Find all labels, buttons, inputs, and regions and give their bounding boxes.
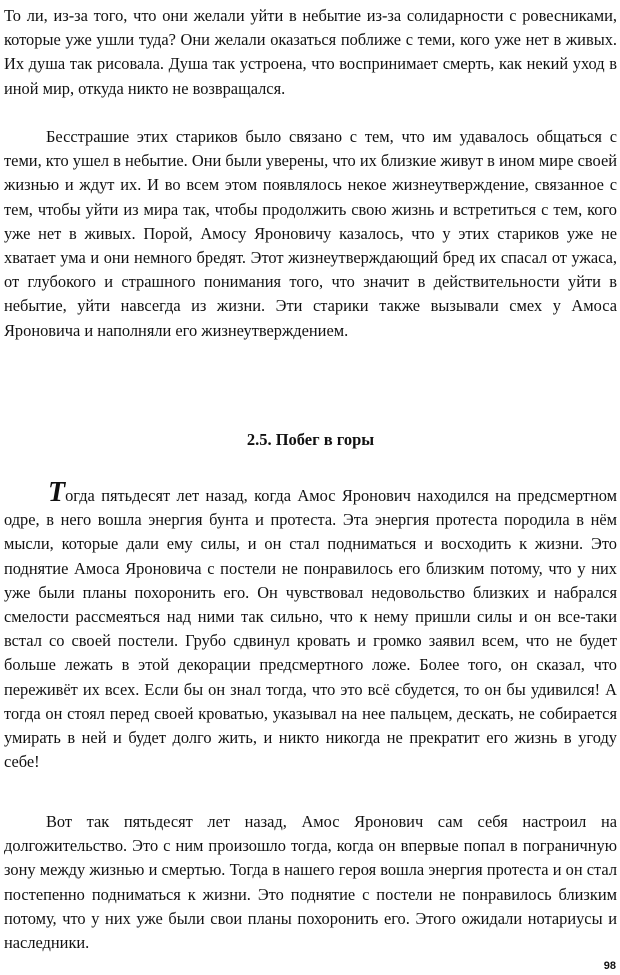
paragraph-escape-start <box>4 477 617 774</box>
section-heading: 2.5. Побег в горы <box>246 430 375 449</box>
paragraph-escape-text: огда пятьдесят лет назад, когда Амос Яронович находился на предсмертном одре, в него вошла энергия бунта и протеста. Эта энергия протеста породила в нём мысли, которые дали ему силы, и он стал подниматься и восходить к жизни. Это поднятие Амоса Яроновича с постели не понравилось его близким потому, что у них уже были планы похоронить его. Он чувствовал недовольство близких и набрался смелости рассмеяться над ними так сильно, что к нему пришли силы и он все-таки встал со своей постели. Грубо сдвинул кровать и громко заявил всем, что не будет больше лежать в этой декорации предсмертного ложе. Более того, он сказал, что переживёт их всех. Если бы он знал тогда, что это всё сбудется, то он бы удивился! А тогда он стоял перед своей кроватью, указывал на нее пальцем, дескать, не собирается умирать в ней и будет долго жить, и никто никогда не прекратит его жизнь в угоду себе! <box>4 486 617 772</box>
drop-cap: Т <box>48 477 66 508</box>
paragraph-fearlessness: Бесстрашие этих стариков было связано с тем, что им удавалось общаться с теми, кто ушел в небытие. Они были уверены, что их близкие живут в ином мире своей жизнью и ждут их. И во всем этом появлялось некое жизнеутверждение, связанное с тем, чтобы уйти из мира так, чтобы продолжить свою жизнь и встретиться с тем, кого уже нет в живых. Порой, Амосу Яроновичу казалось, что у этих стариков уже не хватает ума и они немного бредят. Этот жизнеутверждающий бред их спасал от ужаса, от глубокого и страшного понимания того, что значит в действительности уйти в небытие, уйти навсегда из жизни. Эти старики также вызывали смех у Амоса Яроновича и наполняли его жизнеутверждением. <box>4 127 617 340</box>
paragraph-longevity: Вот так пятьдесят лет назад, Амос Яронович сам себя настроил на долгожительство. Это с ним произошло тогда, когда он впервые попал в пограничную зону между жизнью и смертью. Тогда в нашего героя вошла энергия протеста и он стал постепенно подниматься к жизни. Это поднятие с постели не понравилось близким потому, что у них уже были свои планы похоронить его. Этого ожидали нотариусы и наследники. <box>4 812 617 953</box>
page-number: 98 <box>603 960 616 972</box>
paragraph-continuation: То ли, из-за того, что они желали уйти в небытие из-за солидарности с ровесниками, которые уже ушли туда? Они желали оказаться поближе с теми, кого уже нет в живых. Их душа так рисовала. Душа так устроена, что воспринимает смерть, как некий уход в иной мир, откуда никто не возвращался. <box>4 6 617 98</box>
